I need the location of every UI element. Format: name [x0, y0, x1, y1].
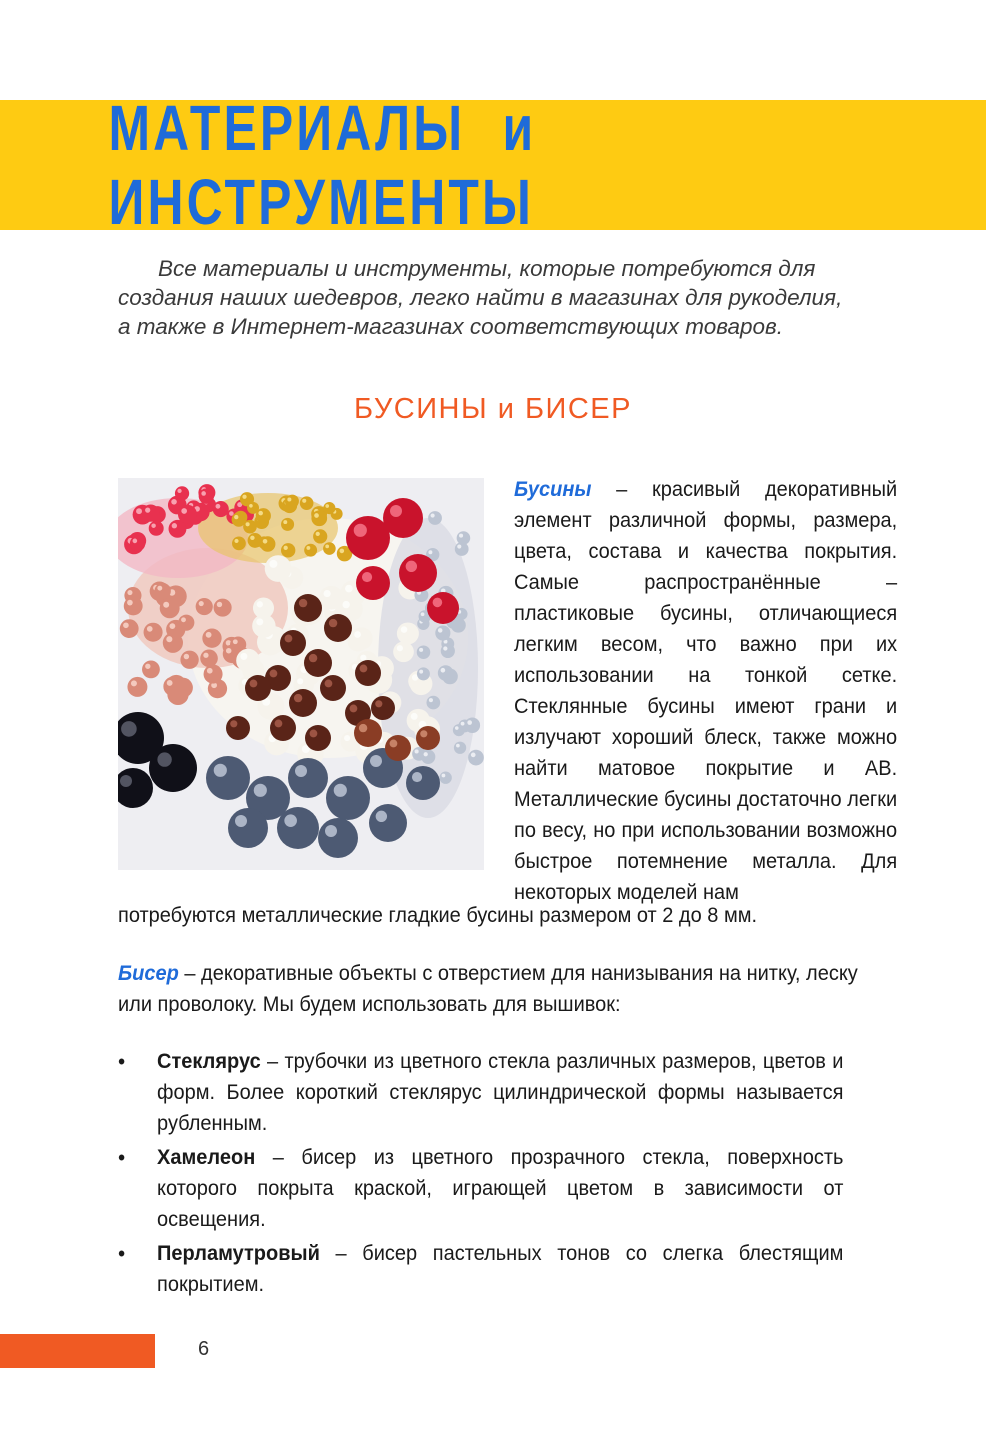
seed-beads-term: Бисер — [118, 961, 179, 985]
page-number: 6 — [198, 1338, 210, 1360]
list-item — [118, 1142, 843, 1235]
list-item-text: – бисер пастельных тонов со слегка блестящим покрытием. — [157, 1241, 844, 1296]
intro-paragraph — [118, 254, 858, 341]
beads-term: Бусины — [514, 477, 592, 501]
list-item-term: Хамелеон — [157, 1145, 256, 1169]
bead-types-list — [118, 1046, 843, 1303]
list-item — [118, 1238, 843, 1300]
list-item-text: – бисер из цветного прозрачного стекла, поверхность которого покрыта краской, играющей цветом в зависимости от освещения. — [157, 1145, 844, 1231]
list-item — [118, 1046, 843, 1139]
bullet-icon: • — [118, 1145, 126, 1170]
beads-photo — [118, 478, 484, 870]
title-banner — [0, 92, 986, 238]
list-item-term: Стеклярус — [157, 1049, 261, 1073]
footer-accent-bar — [0, 1334, 155, 1368]
bullet-icon: • — [118, 1241, 126, 1266]
beads-paragraph — [514, 474, 897, 908]
bullet-icon: • — [118, 1049, 126, 1074]
intro-text: Все материалы и инструменты, которые потребуются для создания наших шедевров, легко найти в магазинах для рукоделия, а также в Интернет-магазинах соответствующих товаров. — [118, 256, 843, 339]
section-title: БУСИНЫ и БИСЕР — [353, 393, 632, 425]
beads-text: – красивый декоративный элемент различной формы, размера, цвета, состава и качества покрытия. Самые распространённые – пластиковые бусины, отличающиеся легким весом, что важно при их использовании на тонкой сетке. Стеклянные бусины имеют грани и излучают хороший блеск, также можно найти матовое покрытие и АВ. Металлические бусины достаточно легки по весу, но при использовании возможно быстрое потемнение металла. Для некоторых моделей нам — [514, 477, 898, 904]
page-title: МАТЕРИАЛЫ и ИНСТРУМЕНТЫ — [108, 92, 537, 238]
beads-last-line: потребуются металлические гладкие бусины размером от 2 до 8 мм. — [118, 903, 758, 927]
list-item-text: – трубочки из цветного стекла различных размеров, цветов и форм. Более короткий стеклярус цилиндрической формы называется рубленным. — [157, 1049, 844, 1135]
seed-beads-text: – декоративные объекты с отверстием для нанизывания на нитку, леску или проволоку. Мы будем использовать для вышивок: — [118, 961, 858, 1016]
list-item-term: Перламутровый — [157, 1241, 320, 1265]
seed-beads-paragraph — [118, 958, 862, 1020]
